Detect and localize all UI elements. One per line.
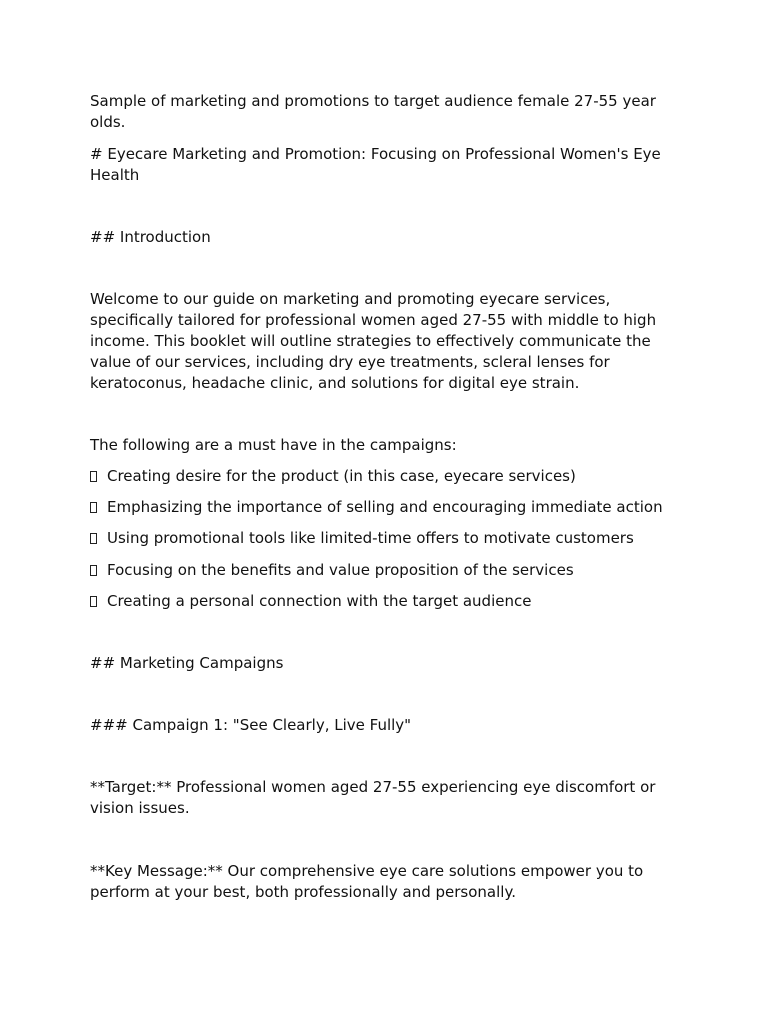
missing-glyph-box-icon — [90, 533, 97, 544]
key-message-line: **Key Message:** Our comprehensive eye care solutions empower you to perform at your best, both professionally and personally. — [90, 862, 644, 901]
welcome-paragraph: Welcome to our guide on marketing and promoting eyecare services, specifically tailored for professional women aged 27-55 with middle to high income. This booklet will outline strategies to effectively communicate the value of our services, including dry eye treatments, scleral lenses for keratoconus, headache clinic, and solutions for digital eye strain. — [90, 290, 657, 392]
campaign1-heading: ### Campaign 1: "See Clearly, Live Fully" — [90, 716, 412, 734]
missing-glyph-box-icon — [90, 502, 97, 513]
list-item-text: Using promotional tools like limited-time offers to motivate customers — [107, 529, 634, 547]
list-item-text: Emphasizing the importance of selling and encouraging immediate action — [107, 498, 663, 516]
list-item-text: Focusing on the benefits and value proposition of the services — [107, 561, 574, 579]
list-item — [90, 560, 690, 581]
missing-glyph-box-icon — [90, 565, 97, 576]
target-line: **Target:** Professional women aged 27-55 experiencing eye discomfort or vision issues. — [90, 778, 656, 817]
introduction-heading: ## Introduction — [90, 228, 211, 246]
must-have-intro: The following are a must have in the campaigns: — [90, 436, 457, 454]
list-item — [90, 497, 690, 518]
list-item — [90, 528, 690, 549]
document-title: # Eyecare Marketing and Promotion: Focusing on Professional Women's Eye Health — [90, 145, 661, 184]
missing-glyph-box-icon — [90, 471, 97, 482]
list-item — [90, 591, 690, 612]
list-item — [90, 466, 690, 487]
campaigns-heading: ## Marketing Campaigns — [90, 654, 284, 672]
intro-note: Sample of marketing and promotions to target audience female 27-55 year olds. — [90, 92, 656, 131]
list-item-text: Creating a personal connection with the target audience — [107, 592, 532, 610]
missing-glyph-box-icon — [90, 596, 97, 607]
list-item-text: Creating desire for the product (in this case, eyecare services) — [107, 467, 576, 485]
